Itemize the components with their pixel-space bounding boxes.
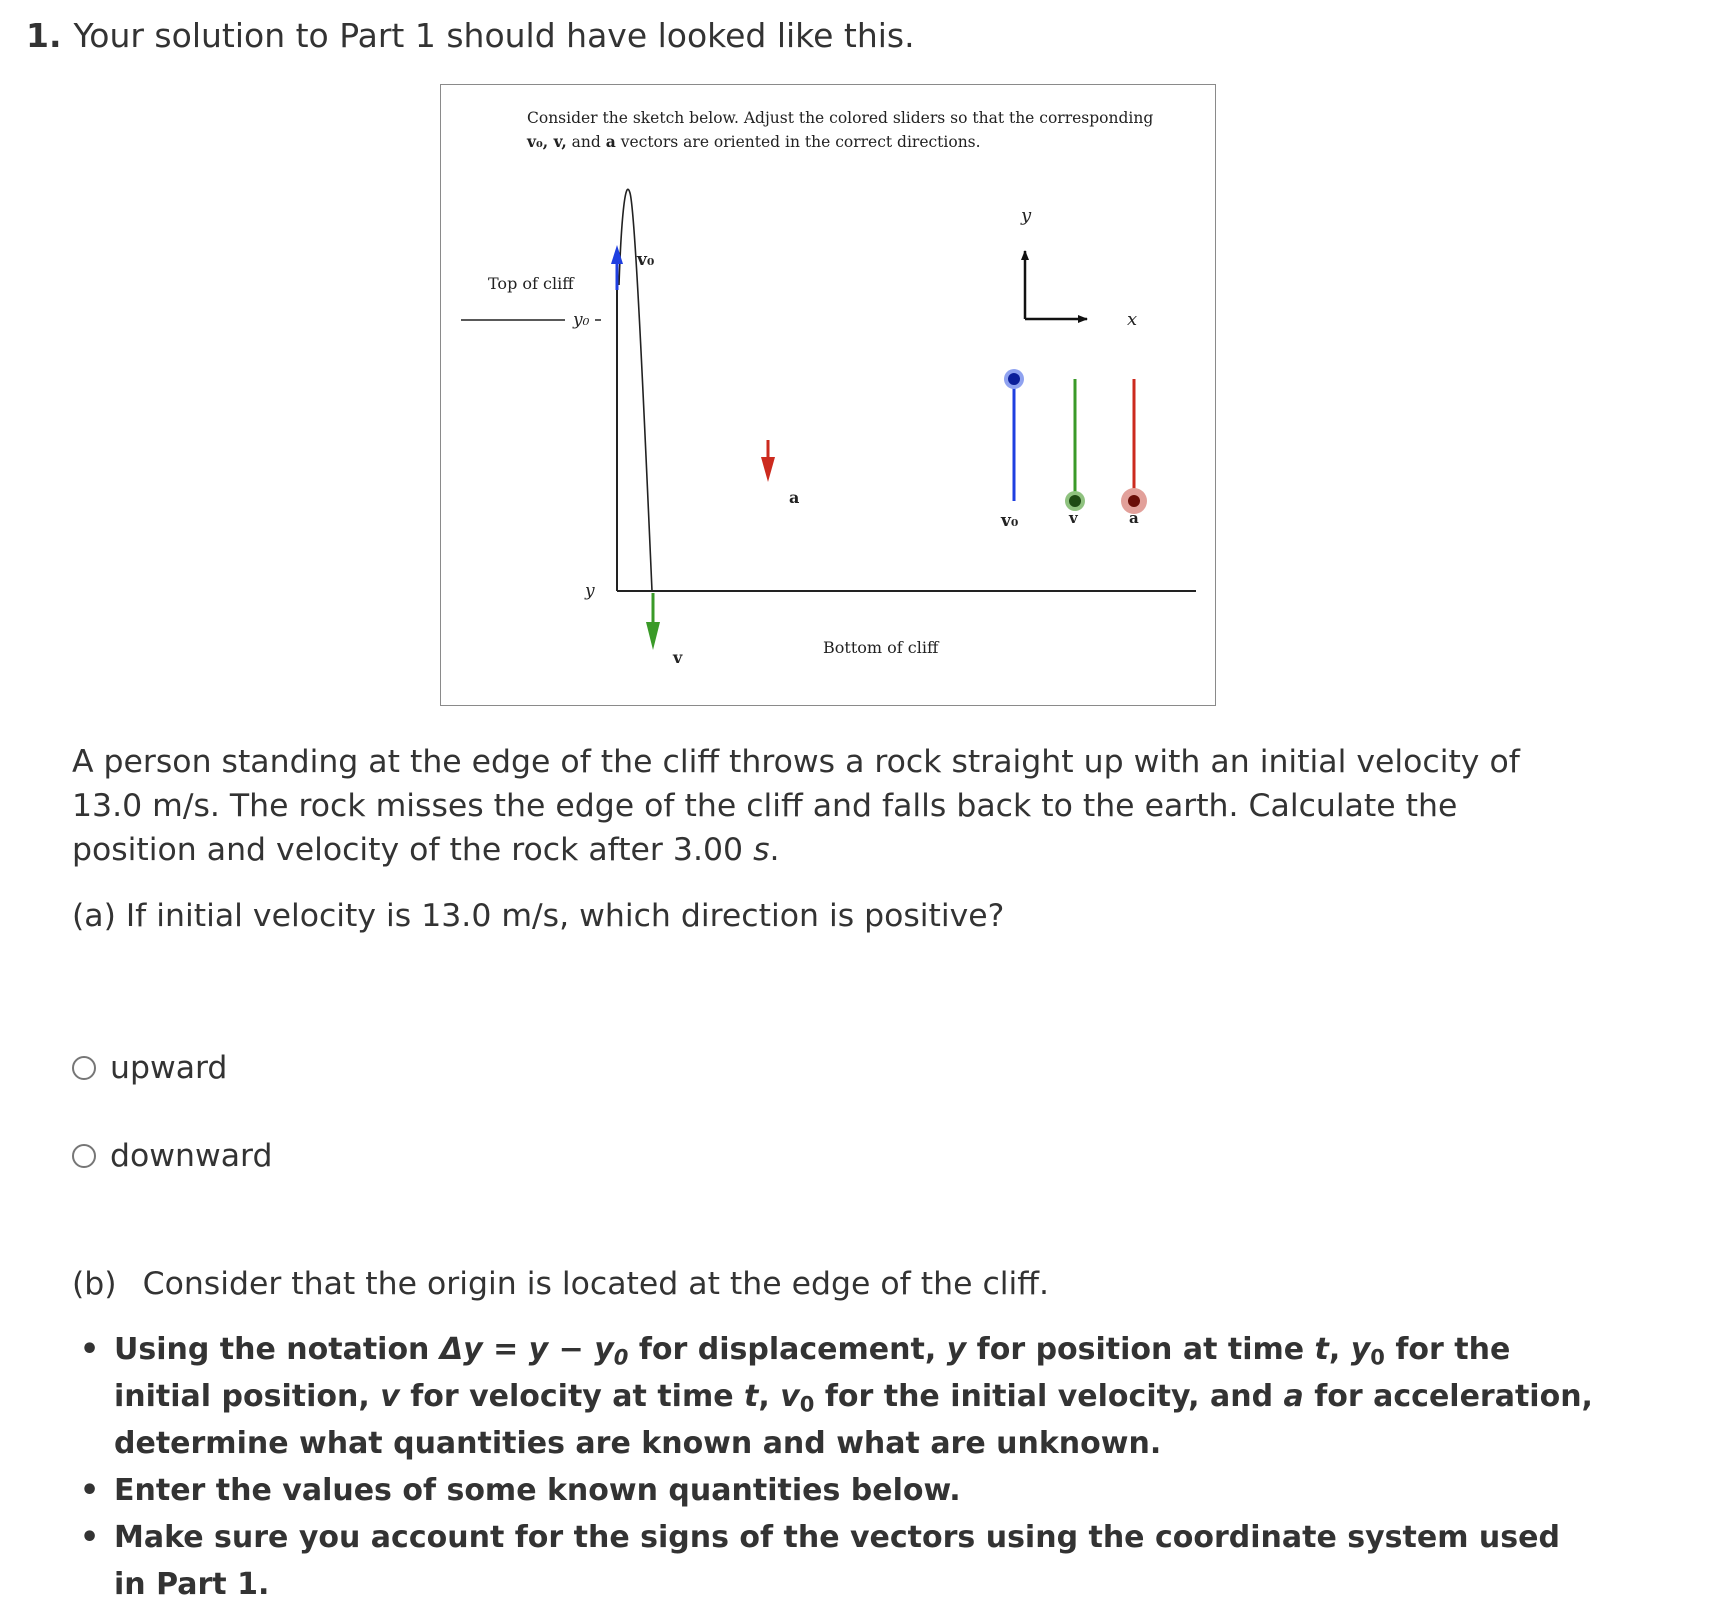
v-arrow-head — [646, 622, 660, 650]
b1-v: v — [380, 1379, 400, 1414]
b1-t2: for displacement, — [628, 1332, 947, 1367]
question-number: 1. — [26, 16, 62, 55]
y-bottom-label: y — [585, 581, 595, 601]
part-a-question — [72, 894, 1004, 938]
a-vector-label: a — [789, 488, 800, 507]
y0-label: y₀ — [573, 310, 590, 330]
b1-y: y — [946, 1332, 967, 1367]
v0-slider-handle[interactable] — [1008, 373, 1020, 385]
cliff-sketch-figure — [440, 84, 1216, 706]
question-heading-text: Your solution to Part 1 should have looked like this. — [73, 16, 915, 55]
a-arrow-head — [761, 457, 775, 482]
radio-downward[interactable] — [72, 1144, 96, 1168]
problem-text-1: A person standing at the edge of the cliff throws a rock straight up with an initial velocity of 13.0 — [72, 744, 1520, 824]
question-heading — [26, 14, 915, 58]
problem-text-3: . — [769, 832, 780, 868]
v-slider-label: v — [1069, 509, 1078, 527]
problem-statement — [72, 740, 1592, 872]
problem-unit-2: s — [753, 832, 770, 868]
b1-y0: y — [1350, 1332, 1371, 1367]
b1-t6: for velocity at time — [399, 1379, 745, 1414]
b1-t1: Using the notation — [114, 1332, 440, 1367]
problem-text-2: . The rock misses the edge of the cliff and falls back to the earth. Calculate the position and velocity of the rock after 3.00 — [72, 788, 1458, 868]
part-a-text-1: (a) If initial velocity is 13.0 — [72, 898, 502, 934]
figure-instruction-and: and — [566, 133, 606, 151]
b1-t7: , — [758, 1379, 781, 1414]
cliff-sketch-svg — [441, 85, 1217, 707]
a-slider[interactable] — [1121, 379, 1147, 514]
part-b-tag: (b) — [72, 1266, 117, 1302]
part-b-text: Consider that the origin is located at the edge of the cliff. — [142, 1266, 1050, 1302]
instruction-enter-values: • Enter the values of some known quantities below. — [80, 1467, 1600, 1514]
figure-instruction-line2 — [526, 132, 981, 151]
b1-t-b: t — [744, 1379, 759, 1414]
b1-t: t — [1314, 1332, 1329, 1367]
b1-notation: Δy = y − y — [439, 1332, 614, 1367]
b1-t9: for acceleration, determine what quantities are known and what are unknown. — [114, 1379, 1593, 1461]
option-upward-label: upward — [110, 1050, 228, 1086]
part-b-heading — [72, 1262, 1049, 1306]
top-of-cliff-label: Top of cliff — [488, 274, 574, 293]
figure-instruction-line1: Consider the sketch below. Adjust the colored sliders so that the corresponding — [527, 109, 1154, 127]
a-slider-label: a — [1129, 509, 1139, 527]
radio-upward[interactable] — [72, 1056, 96, 1080]
bottom-of-cliff-label: Bottom of cliff — [823, 638, 939, 657]
option-downward[interactable] — [72, 1134, 272, 1178]
option-downward-label: downward — [110, 1138, 273, 1174]
b1-t5: for the initial position, — [114, 1332, 1511, 1414]
axis-y-label: y — [1021, 205, 1032, 226]
v-vector-label: v — [673, 648, 683, 667]
v-slider[interactable] — [1065, 379, 1085, 511]
v0-vector-label: v₀ — [637, 250, 655, 270]
option-upward[interactable] — [72, 1046, 227, 1090]
instruction-signs: • Make sure you account for the signs of the vectors using the coordinate system used in Part 1. — [80, 1514, 1600, 1608]
b1-t8: for the initial velocity, and — [814, 1379, 1284, 1414]
axis-x-label: x — [1127, 309, 1138, 330]
part-a-text-2: , which direction is positive? — [559, 898, 1005, 934]
part-b-instructions — [80, 1326, 1600, 1608]
b1-a: a — [1283, 1379, 1304, 1414]
b1-sub1: 0 — [1370, 1345, 1385, 1370]
b1-sub0: 0 — [613, 1345, 629, 1370]
b1-t3: for position at time — [966, 1332, 1315, 1367]
b1-sub2: 0 — [799, 1392, 815, 1417]
v0-slider[interactable] — [1004, 369, 1024, 501]
b1-t4: , — [1328, 1332, 1351, 1367]
part-a-unit: m/s — [501, 898, 560, 934]
v0-slider-label: v₀ — [1001, 511, 1019, 531]
figure-instruction-rest: vectors are oriented in the correct directions. — [615, 133, 981, 151]
v-slider-handle[interactable] — [1069, 495, 1081, 507]
problem-unit-1: m/s — [152, 788, 210, 824]
a-slider-handle[interactable] — [1128, 495, 1140, 507]
figure-instruction-vectors: v₀, v, — [527, 132, 567, 151]
figure-instruction-a: a — [605, 132, 616, 151]
instruction-notation — [80, 1326, 1600, 1467]
b1-v0: v — [780, 1379, 800, 1414]
